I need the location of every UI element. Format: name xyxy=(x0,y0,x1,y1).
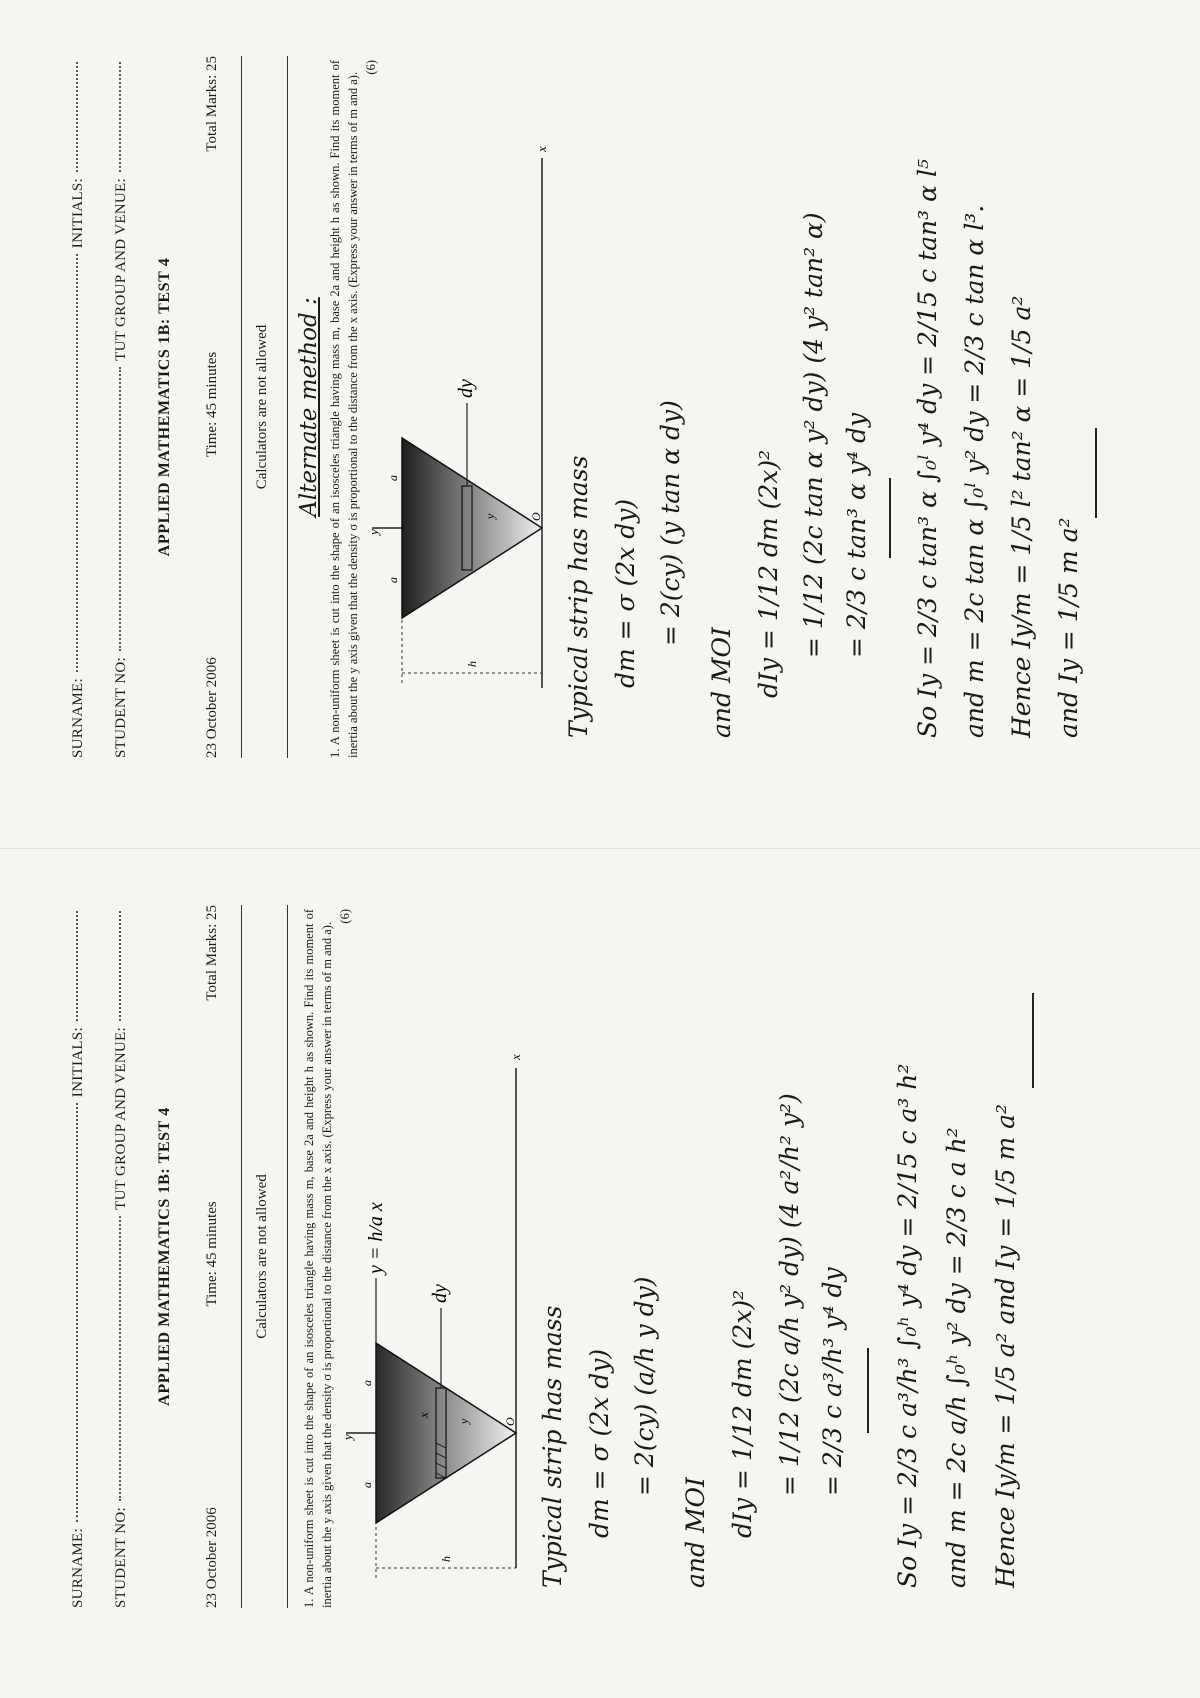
triangle-diagram xyxy=(338,908,528,1608)
sol-line-7: = 2/3 c tan³ α y⁴ dy xyxy=(842,412,872,658)
sol-line-11: and Iy = 1/5 m a² xyxy=(1054,517,1084,738)
surname-label: SURNAME: xyxy=(70,678,86,758)
triangle-diagram xyxy=(364,58,554,758)
y-axis-label: y xyxy=(366,529,382,535)
strip-x-label: x xyxy=(416,1412,432,1418)
sol-line-4: and MOI xyxy=(681,1477,711,1588)
h-label: h xyxy=(439,1556,454,1562)
calculator-note: Calculators are not allowed xyxy=(241,56,288,758)
question-text: 1. A non-uniform sheet is cut into the shape of an isosceles triangle having mass m, base 2a and height h as shown. Find its moment of inertia about the y axis given that the density σ is proportional to the distance from the x axis. (Express your answer in terms of m and a). xyxy=(328,60,361,758)
strip-y-label: y xyxy=(483,513,498,519)
origin-label: O xyxy=(529,512,544,521)
initials-label: INITIALS: xyxy=(70,1027,86,1098)
sol-line-8: So Iy = 2/3 c tan³ α ∫₀ˡ y⁴ dy = 2/15 c tan³ α l⁵ xyxy=(913,159,943,738)
origin-label: O xyxy=(503,1417,518,1426)
question-1 xyxy=(300,905,353,1608)
student-no-blank xyxy=(119,367,121,651)
sol-line-5: dIy = 1/12 dm (2x)² xyxy=(754,449,784,698)
test-title: APPLIED MATHEMATICS 1B: TEST 4 xyxy=(156,257,173,557)
sol-line-10: Hence Iy/m = 1/5 l² tan² α = 1/5 a² xyxy=(1007,295,1037,738)
student-no-blank xyxy=(119,1216,121,1501)
test-time: Time: 45 minutes xyxy=(204,1201,220,1307)
surname-blank xyxy=(76,254,78,672)
question-marks: (6) xyxy=(338,909,353,924)
group-blank xyxy=(119,62,121,172)
surname-row xyxy=(70,905,87,1608)
student-row xyxy=(113,56,130,758)
sol-line-2: dm = σ (2x dy) xyxy=(585,1348,615,1538)
sol-rule-1 xyxy=(889,478,891,558)
total-marks: Total Marks: 25 xyxy=(204,905,220,1001)
sol-line-4: and MOI xyxy=(707,627,737,738)
surname-blank xyxy=(76,1103,78,1522)
sol-answer-underline xyxy=(1095,428,1097,518)
alternate-method-heading: Alternate method : xyxy=(296,297,322,517)
sol-line-2: dm = σ (2x dy) xyxy=(611,498,641,688)
sol-line-8: So Iy = 2/3 c a³/h³ ∫₀ʰ y⁴ dy = 2/15 c a³ h² xyxy=(893,1063,923,1588)
sol-line-5: dIy = 1/12 dm (2x)² xyxy=(728,1289,758,1538)
student-row xyxy=(113,905,130,1608)
a-right-label: a xyxy=(386,475,401,481)
test-title: APPLIED MATHEMATICS 1B: TEST 4 xyxy=(156,1107,173,1406)
test-date: 23 October 2006 xyxy=(204,657,220,758)
h-label: h xyxy=(465,661,480,667)
test-page-original xyxy=(0,849,1200,1698)
x-axis-label: x xyxy=(534,146,550,152)
group-blank xyxy=(119,911,121,1021)
sol-line-3: = 2(cy) (a/h y dy) xyxy=(630,1276,660,1496)
surname-label: SURNAME: xyxy=(70,1528,86,1608)
test-date: 23 October 2006 xyxy=(204,1507,220,1608)
dy-label: dy xyxy=(429,1284,452,1303)
group-label: TUT GROUP AND VENUE: xyxy=(113,1027,129,1210)
initials-label: INITIALS: xyxy=(70,178,86,249)
triangle-figure xyxy=(338,905,528,1608)
sol-line-9: and m = 2c tan α ∫₀ˡ y² dy = 2/3 c tan α l³. xyxy=(960,204,990,738)
triangle-figure xyxy=(364,56,554,758)
sol-line-6: = 1/12 (2c tan α y² dy) (4 y² tan² α) xyxy=(799,212,829,658)
a-left-label: a xyxy=(386,577,401,583)
test-meta xyxy=(204,905,221,1608)
calculator-note: Calculators are not allowed xyxy=(241,905,288,1608)
line-equation: y = h/a x xyxy=(365,1202,388,1274)
test-time: Time: 45 minutes xyxy=(204,351,220,458)
sol-line-1: Typical strip has mass xyxy=(538,1305,568,1588)
x-axis-label: x xyxy=(508,1054,524,1060)
dy-label: dy xyxy=(455,379,478,398)
sol-line-7: = 2/3 c a³/h³ y⁴ dy xyxy=(818,1267,848,1496)
sol-line-3: = 2(cy) (y tan α dy) xyxy=(656,400,686,646)
a-left-label: a xyxy=(360,1482,375,1488)
test-meta xyxy=(204,56,221,758)
question-text: 1. A non-uniform sheet is cut into the shape of an isosceles triangle having mass m, base 2a and height h as shown. Find its moment of inertia about the y axis given that the density σ is proportional to the distance from the x axis. (Express your answer in terms of m and a). xyxy=(302,909,335,1608)
question-marks: (6) xyxy=(364,60,379,75)
sol-line-9: and m = 2c a/h ∫₀ʰ y² dy = 2/3 c a h² xyxy=(942,1127,972,1588)
a-right-label: a xyxy=(360,1380,375,1386)
initials-blank xyxy=(76,911,78,1021)
solution-original xyxy=(540,905,1034,1608)
surname-row xyxy=(70,56,87,758)
group-label: TUT GROUP AND VENUE: xyxy=(113,178,129,361)
solution-alternate xyxy=(566,56,1097,758)
sol-line-6: = 1/12 (2c a/h y² dy) (4 a²/h² y²) xyxy=(775,1093,805,1496)
student-no-label: STUDENT NO: xyxy=(113,657,129,758)
sol-line-10: Hence Iy/m = 1/5 a² and Iy = 1/5 m a² xyxy=(991,1103,1021,1588)
sol-rule-1 xyxy=(867,1348,869,1433)
question-1 xyxy=(326,56,379,758)
strip-y-label: y xyxy=(457,1418,472,1424)
initials-blank xyxy=(76,62,78,172)
sol-line-1: Typical strip has mass xyxy=(564,455,594,738)
total-marks: Total Marks: 25 xyxy=(204,56,220,152)
student-no-label: STUDENT NO: xyxy=(113,1507,129,1608)
sol-answer-underline xyxy=(1032,993,1034,1088)
y-axis-label: y xyxy=(340,1434,356,1440)
